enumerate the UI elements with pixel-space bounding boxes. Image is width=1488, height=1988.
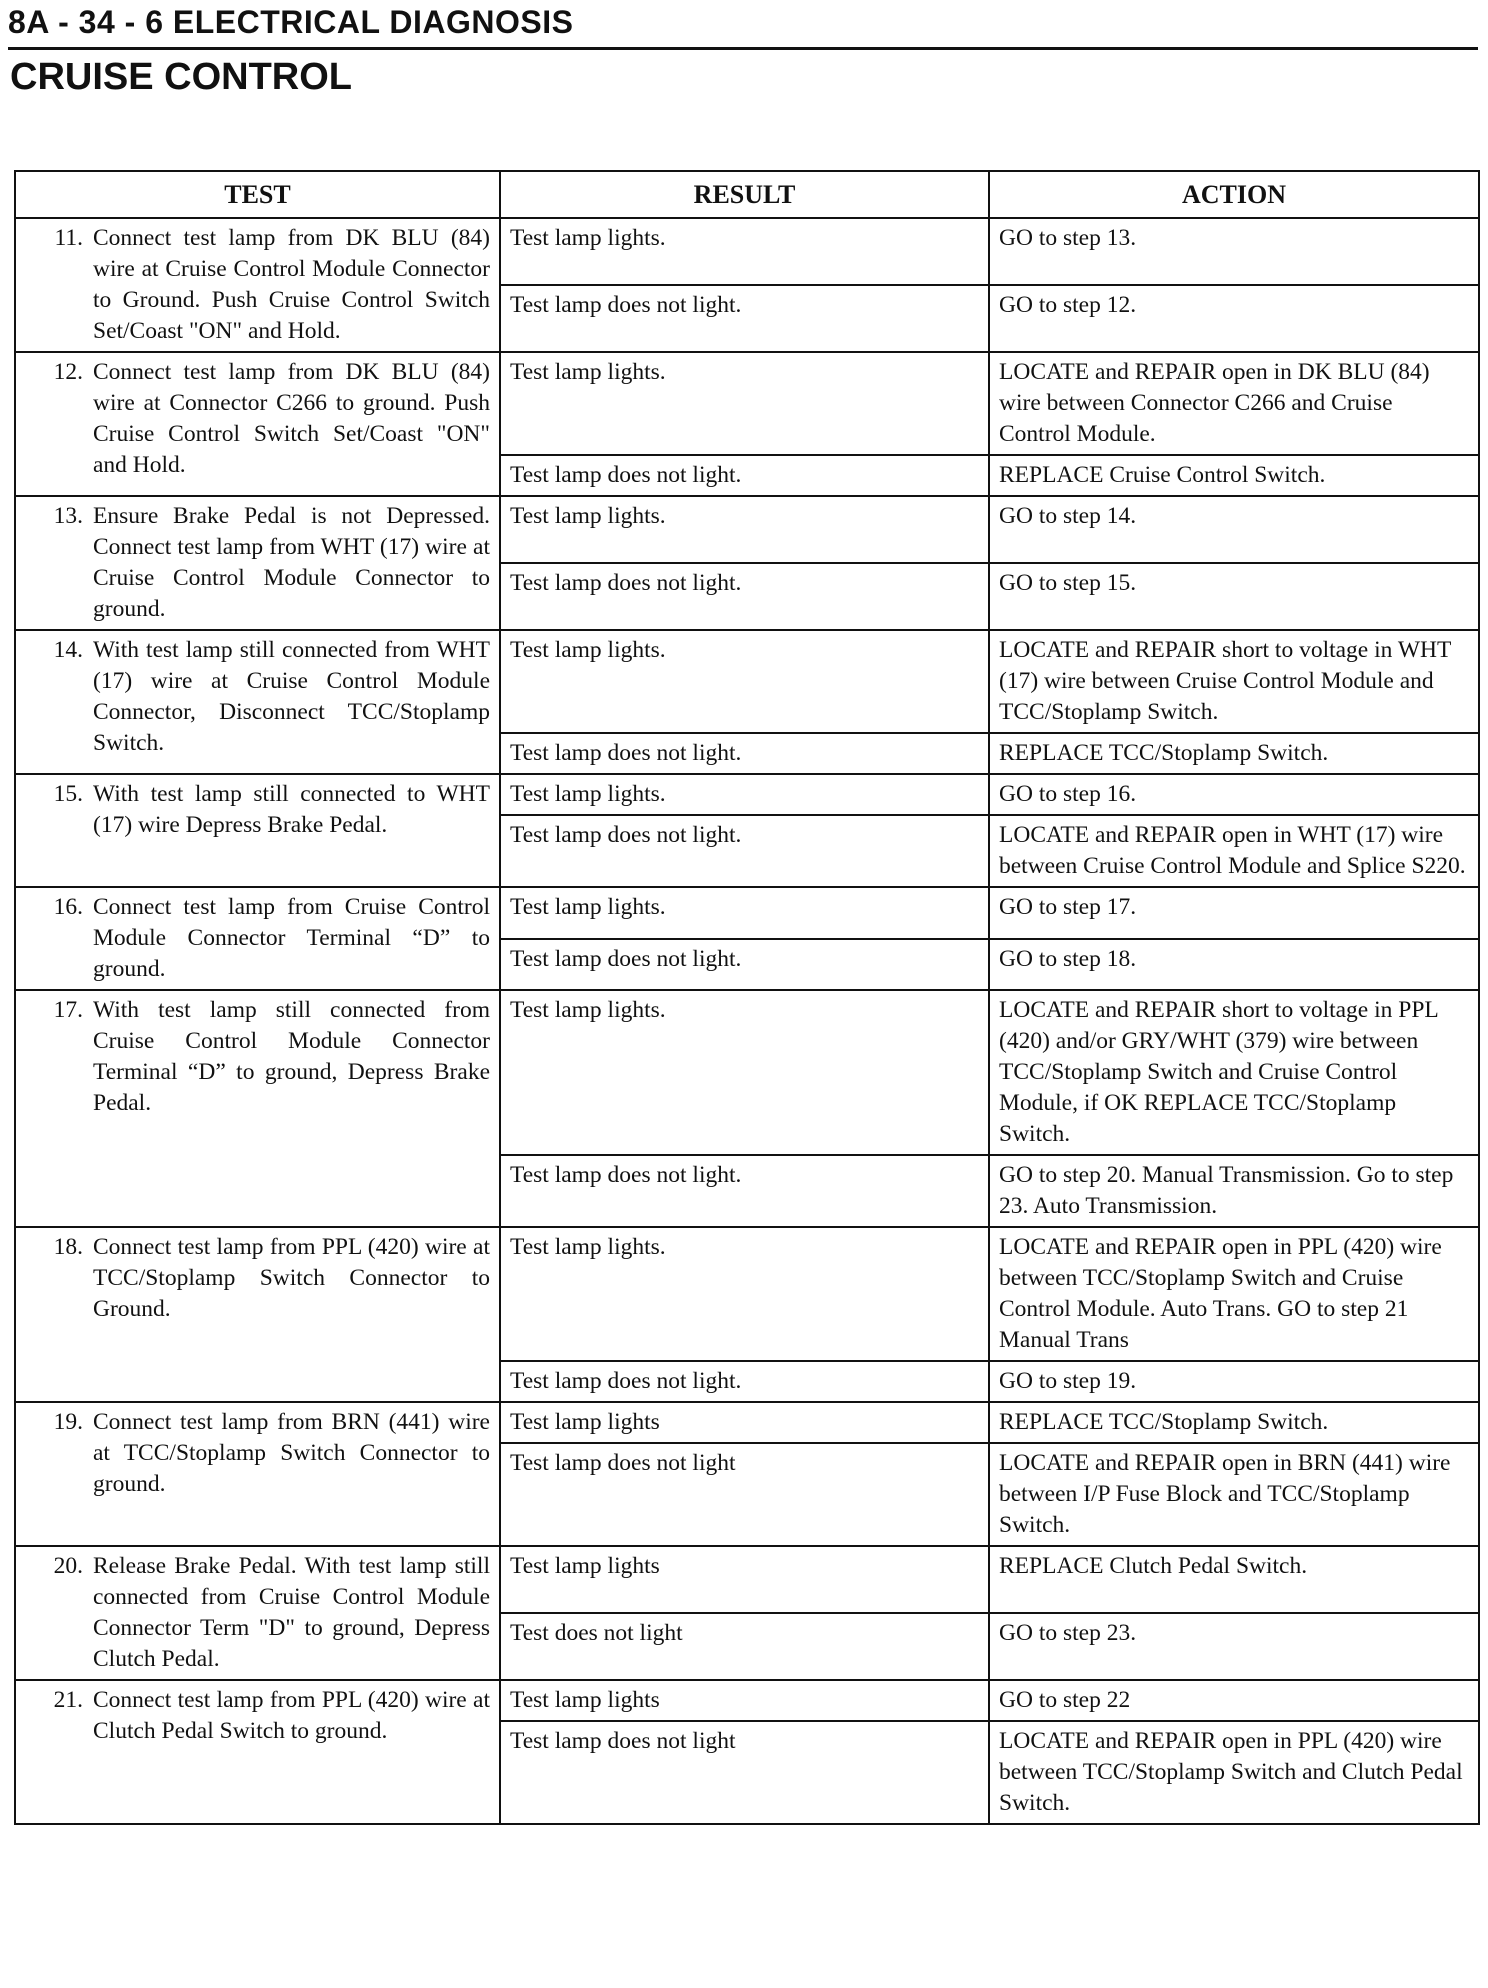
result-cell: Test lamp does not light. [500,815,989,887]
step-number: 16. [53,894,83,920]
table-row [15,218,1479,285]
test-step [25,223,490,347]
column-header-result: RESULT [500,171,989,218]
column-header-test: TEST [15,171,500,218]
result-cell: Test lamp lights. [500,630,989,733]
test-step [25,1407,490,1500]
table-row [15,990,1479,1155]
action-cell: REPLACE Clutch Pedal Switch. [989,1546,1479,1613]
table-header-row [15,171,1479,218]
result-cell: Test lamp does not light [500,1443,989,1546]
action-cell: REPLACE Cruise Control Switch. [989,455,1479,496]
result-cell: Test lamp lights. [500,990,989,1155]
test-step [25,1685,490,1747]
test-step [25,635,490,759]
test-step [25,1551,490,1675]
test-cell [15,1227,500,1402]
table-row [15,1227,1479,1361]
test-cell [15,887,500,990]
test-step [25,1232,490,1325]
table-row [15,630,1479,733]
step-number: 20. [53,1553,83,1579]
result-cell: Test lamp lights. [500,1227,989,1361]
action-cell: GO to step 16. [989,774,1479,815]
test-step [25,779,490,841]
table-row [15,1546,1479,1613]
result-cell: Test lamp lights. [500,774,989,815]
test-cell [15,1546,500,1680]
action-cell: REPLACE TCC/Stoplamp Switch. [989,1402,1479,1443]
table-row [15,352,1479,455]
test-instruction: Connect test lamp from PPL (420) wire at TCC/Stoplamp Switch Connector to Ground. [93,1234,490,1322]
section-title: CRUISE CONTROL [10,56,352,98]
result-cell: Test lamp lights [500,1680,989,1721]
test-cell [15,774,500,887]
result-cell: Test lamp does not light. [500,733,989,774]
table-row [15,887,1479,939]
test-instruction: Connect test lamp from PPL (420) wire at Clutch Pedal Switch to ground. [93,1687,490,1744]
action-cell: GO to step 17. [989,887,1479,939]
test-instruction: Connect test lamp from Cruise Control Module Connector Terminal “D” to ground. [93,894,490,982]
test-instruction: Connect test lamp from DK BLU (84) wire at Cruise Control Module Connector to Ground. Push Cruise Control Switch Set/Coast "ON" and Hold. [93,225,490,344]
result-cell: Test lamp does not light. [500,1361,989,1402]
diagnosis-table [14,170,1480,1825]
step-number: 13. [53,503,83,529]
action-cell: GO to step 22 [989,1680,1479,1721]
action-cell: LOCATE and REPAIR open in PPL (420) wire between TCC/Stoplamp Switch and Clutch Pedal Switch. [989,1721,1479,1824]
action-cell: GO to step 20. Manual Transmission. Go to step 23. Auto Transmission. [989,1155,1479,1227]
result-cell: Test lamp does not light [500,1721,989,1824]
step-number: 15. [53,781,83,807]
step-number: 12. [53,359,83,385]
table-row [15,1680,1479,1721]
step-number: 11. [54,225,83,251]
action-cell: GO to step 19. [989,1361,1479,1402]
table-row [15,1402,1479,1443]
action-cell: GO to step 15. [989,563,1479,630]
step-number: 18. [53,1234,83,1260]
result-cell: Test lamp lights. [500,218,989,285]
action-cell: GO to step 23. [989,1613,1479,1680]
action-cell: GO to step 14. [989,496,1479,563]
column-header-action: ACTION [989,171,1479,218]
test-instruction: Release Brake Pedal. With test lamp still connected from Cruise Control Module Connector Term "D" to ground, Depress Clutch Pedal. [93,1553,490,1672]
test-cell [15,1402,500,1546]
test-instruction: Connect test lamp from DK BLU (84) wire at Connector C266 to ground. Push Cruise Control Switch Set/Coast "ON" and Hold. [93,359,490,478]
test-cell [15,990,500,1227]
result-cell: Test lamp does not light. [500,285,989,352]
result-cell: Test does not light [500,1613,989,1680]
test-cell [15,218,500,352]
test-cell [15,630,500,774]
result-cell: Test lamp lights [500,1546,989,1613]
step-number: 17. [53,997,83,1023]
test-step [25,357,490,481]
header-rule [8,47,1478,50]
test-step [25,995,490,1119]
action-cell: LOCATE and REPAIR open in PPL (420) wire between TCC/Stoplamp Switch and Cruise Control Module. Auto Trans. GO to step 21 Manual Trans [989,1227,1479,1361]
test-instruction: Connect test lamp from BRN (441) wire at TCC/Stoplamp Switch Connector to ground. [93,1409,490,1497]
result-cell: Test lamp does not light. [500,455,989,496]
result-cell: Test lamp does not light. [500,1155,989,1227]
action-cell: LOCATE and REPAIR short to voltage in WHT (17) wire between Cruise Control Module and TCC/Stoplamp Switch. [989,630,1479,733]
page-header: 8A - 34 - 6 ELECTRICAL DIAGNOSIS [8,4,574,40]
test-step [25,501,490,625]
action-cell: REPLACE TCC/Stoplamp Switch. [989,733,1479,774]
result-cell: Test lamp does not light. [500,939,989,991]
action-cell: LOCATE and REPAIR open in BRN (441) wire between I/P Fuse Block and TCC/Stoplamp Switch. [989,1443,1479,1546]
test-cell [15,352,500,496]
test-cell [15,496,500,630]
table-row [15,774,1479,815]
test-instruction: With test lamp still connected to WHT (17) wire Depress Brake Pedal. [93,781,490,838]
test-step [25,892,490,985]
result-cell: Test lamp does not light. [500,563,989,630]
step-number: 21. [53,1687,83,1713]
test-instruction: With test lamp still connected from Cruise Control Module Connector Terminal “D” to ground, Depress Brake Pedal. [93,997,490,1116]
test-cell [15,1680,500,1824]
action-cell: GO to step 18. [989,939,1479,991]
result-cell: Test lamp lights. [500,352,989,455]
diagnosis-table-body [15,218,1479,1824]
action-cell: GO to step 12. [989,285,1479,352]
result-cell: Test lamp lights. [500,887,989,939]
result-cell: Test lamp lights. [500,496,989,563]
test-instruction: With test lamp still connected from WHT (17) wire at Cruise Control Module Connector, Disconnect TCC/Stoplamp Switch. [93,637,490,756]
step-number: 14. [53,637,83,663]
action-cell: LOCATE and REPAIR short to voltage in PPL (420) and/or GRY/WHT (379) wire between TCC/Stoplamp Switch and Cruise Control Module, if OK REPLACE TCC/Stoplamp Switch. [989,990,1479,1155]
table-row [15,496,1479,563]
test-instruction: Ensure Brake Pedal is not Depressed. Connect test lamp from WHT (17) wire at Cruise Control Module Connector to ground. [93,503,490,622]
result-cell: Test lamp lights [500,1402,989,1443]
action-cell: LOCATE and REPAIR open in DK BLU (84) wire between Connector C266 and Cruise Control Module. [989,352,1479,455]
action-cell: GO to step 13. [989,218,1479,285]
action-cell: LOCATE and REPAIR open in WHT (17) wire between Cruise Control Module and Splice S220. [989,815,1479,887]
step-number: 19. [53,1409,83,1435]
